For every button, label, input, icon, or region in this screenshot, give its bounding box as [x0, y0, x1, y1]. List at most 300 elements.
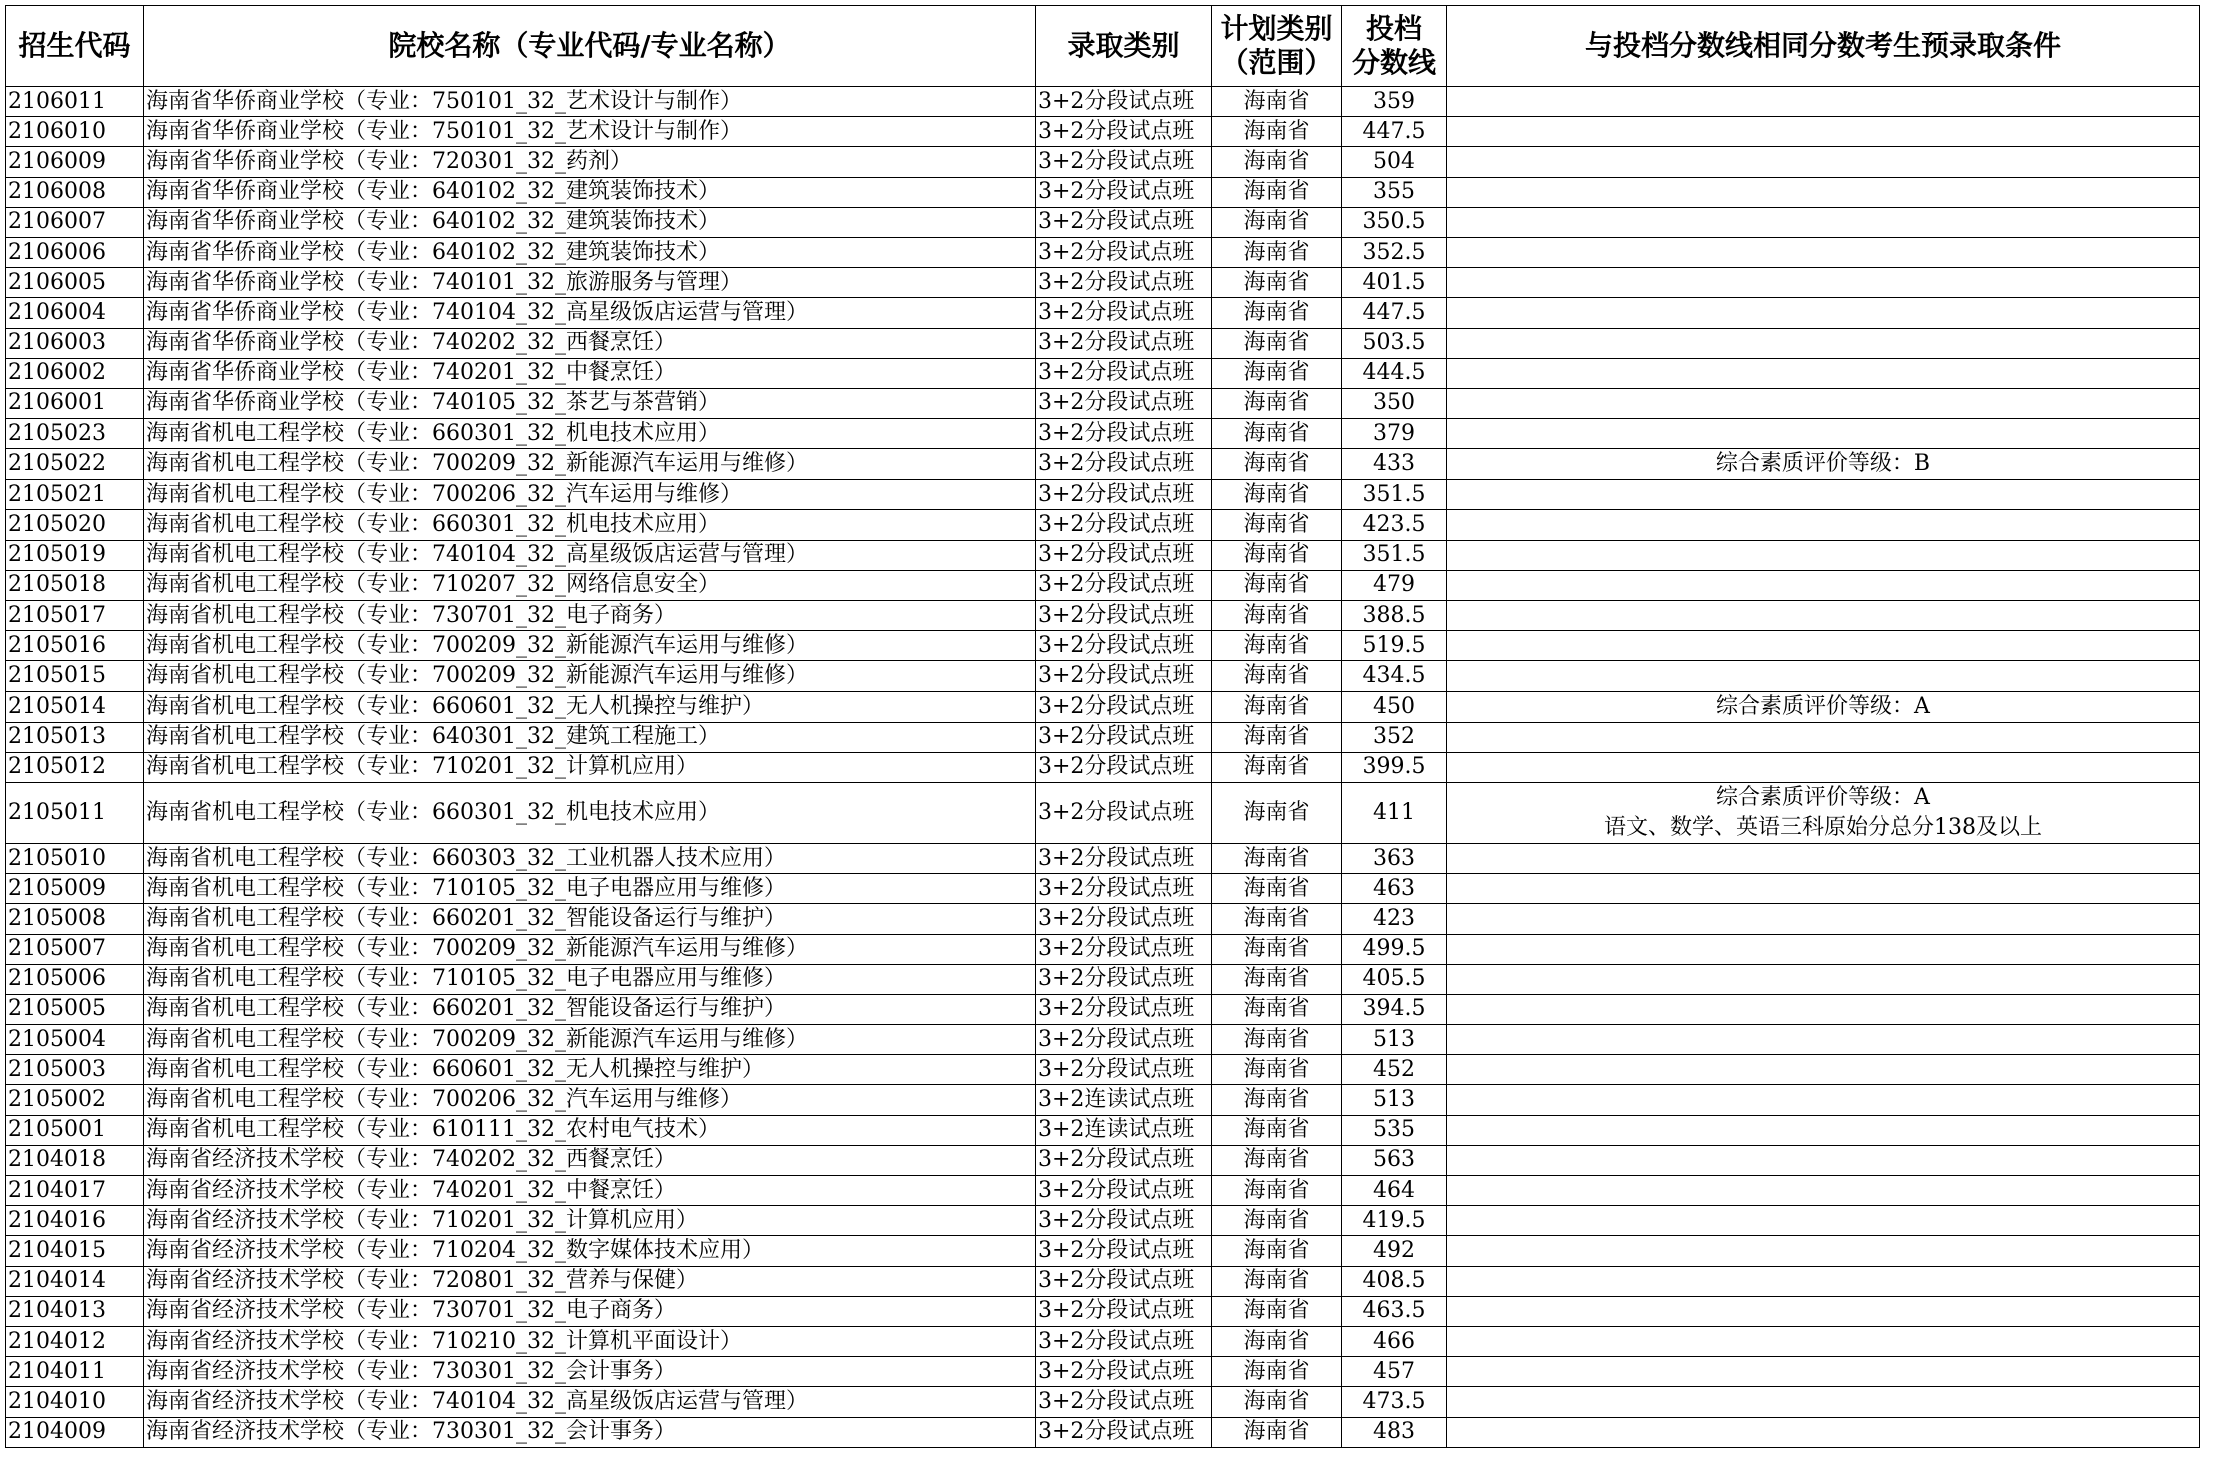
- header-score-line2: 分数线: [1351, 46, 1436, 79]
- table-row: [6, 1266, 2200, 1296]
- cell-code: 2104017: [6, 1176, 144, 1206]
- cell-code: 2105014: [6, 691, 144, 722]
- cell-plan: 海南省: [1212, 328, 1342, 358]
- cell-score: 563: [1342, 1145, 1447, 1175]
- cell-code: 2105022: [6, 449, 144, 480]
- cell-code: 2105018: [6, 570, 144, 600]
- cell-school: 海南省机电工程学校（专业：710105_32_电子电器应用与维修）: [144, 874, 1036, 904]
- cell-school: 海南省机电工程学校（专业：730701_32_电子商务）: [144, 601, 1036, 631]
- header-plan-line2: （范围）: [1220, 46, 1333, 79]
- cell-category: 3+2分段试点班: [1036, 904, 1212, 934]
- admission-score-table: [5, 5, 2200, 1448]
- table-row: [6, 449, 2200, 480]
- cell-condition: [1447, 1145, 2200, 1175]
- condition-line: 综合素质评价等级：A: [1716, 693, 1930, 719]
- cell-school: 海南省经济技术学校（专业：730301_32_会计事务）: [144, 1417, 1036, 1447]
- cell-score: 350: [1342, 388, 1447, 418]
- cell-score: 457: [1342, 1357, 1447, 1387]
- cell-score: 463.5: [1342, 1296, 1447, 1326]
- cell-condition: [1447, 1417, 2200, 1447]
- cell-condition: [1447, 782, 2200, 843]
- cell-category: 3+2分段试点班: [1036, 570, 1212, 600]
- table-row: [6, 752, 2200, 782]
- cell-score: 492: [1342, 1236, 1447, 1266]
- cell-condition: [1447, 328, 2200, 358]
- cell-category: 3+2分段试点班: [1036, 752, 1212, 782]
- cell-condition: [1447, 1266, 2200, 1296]
- cell-school: 海南省经济技术学校（专业：710204_32_数字媒体技术应用）: [144, 1236, 1036, 1266]
- cell-score: 388.5: [1342, 601, 1447, 631]
- cell-school: 海南省机电工程学校（专业：640301_32_建筑工程施工）: [144, 722, 1036, 752]
- table-row: [6, 480, 2200, 510]
- cell-condition: [1447, 388, 2200, 418]
- cell-school: 海南省机电工程学校（专业：660201_32_智能设备运行与维护）: [144, 904, 1036, 934]
- cell-category: 3+2分段试点班: [1036, 358, 1212, 388]
- cell-plan: 海南省: [1212, 1387, 1342, 1417]
- cell-score: 463: [1342, 874, 1447, 904]
- cell-condition: [1447, 298, 2200, 328]
- cell-condition: [1447, 570, 2200, 600]
- cell-category: 3+2分段试点班: [1036, 388, 1212, 418]
- header-code: 招生代码: [6, 6, 144, 87]
- cell-code: 2105015: [6, 661, 144, 691]
- cell-category: 3+2分段试点班: [1036, 328, 1212, 358]
- cell-condition: [1447, 177, 2200, 207]
- cell-condition: [1447, 964, 2200, 994]
- cell-score: 379: [1342, 419, 1447, 449]
- cell-school: 海南省经济技术学校（专业：730301_32_会计事务）: [144, 1357, 1036, 1387]
- cell-school: 海南省机电工程学校（专业：660303_32_工业机器人技术应用）: [144, 843, 1036, 873]
- table-row: [6, 843, 2200, 873]
- cell-school: 海南省机电工程学校（专业：700209_32_新能源汽车运用与维修）: [144, 631, 1036, 661]
- table-row: [6, 874, 2200, 904]
- cell-plan: 海南省: [1212, 510, 1342, 540]
- cell-category: 3+2分段试点班: [1036, 964, 1212, 994]
- cell-score: 405.5: [1342, 964, 1447, 994]
- cell-school: 海南省经济技术学校（专业：740202_32_西餐烹饪）: [144, 1145, 1036, 1175]
- cell-school: 海南省华侨商业学校（专业：720301_32_药剂）: [144, 147, 1036, 177]
- cell-condition: [1447, 207, 2200, 237]
- cell-score: 450: [1342, 691, 1447, 722]
- cell-score: 499.5: [1342, 934, 1447, 964]
- header-category: 录取类别: [1036, 6, 1212, 87]
- condition-line: 语文、数学、英语三科原始分总分138及以上: [1604, 814, 2042, 840]
- cell-condition: [1447, 1206, 2200, 1236]
- cell-category: 3+2分段试点班: [1036, 237, 1212, 267]
- table-row: [6, 691, 2200, 722]
- cell-school: 海南省华侨商业学校（专业：740101_32_旅游服务与管理）: [144, 268, 1036, 298]
- cell-score: 503.5: [1342, 328, 1447, 358]
- cell-category: 3+2连读试点班: [1036, 1115, 1212, 1145]
- cell-condition: [1447, 480, 2200, 510]
- table-row: [6, 328, 2200, 358]
- cell-condition: [1447, 994, 2200, 1024]
- cell-score: 447.5: [1342, 117, 1447, 147]
- table-row: [6, 964, 2200, 994]
- table-row: [6, 87, 2200, 117]
- cell-code: 2104014: [6, 1266, 144, 1296]
- cell-condition: [1447, 601, 2200, 631]
- table-row: [6, 934, 2200, 964]
- cell-plan: 海南省: [1212, 1025, 1342, 1055]
- cell-plan: 海南省: [1212, 177, 1342, 207]
- table-row: [6, 207, 2200, 237]
- cell-code: 2104012: [6, 1326, 144, 1356]
- cell-plan: 海南省: [1212, 934, 1342, 964]
- cell-condition: [1447, 1115, 2200, 1145]
- table-row: [6, 177, 2200, 207]
- cell-score: 434.5: [1342, 661, 1447, 691]
- cell-code: 2105016: [6, 631, 144, 661]
- table-row: [6, 1055, 2200, 1085]
- cell-school: 海南省机电工程学校（专业：660201_32_智能设备运行与维护）: [144, 994, 1036, 1024]
- cell-school: 海南省机电工程学校（专业：740104_32_高星级饭店运营与管理）: [144, 540, 1036, 570]
- cell-code: 2105012: [6, 752, 144, 782]
- cell-school: 海南省机电工程学校（专业：660301_32_机电技术应用）: [144, 782, 1036, 843]
- cell-plan: 海南省: [1212, 1417, 1342, 1447]
- cell-code: 2106011: [6, 87, 144, 117]
- cell-score: 447.5: [1342, 298, 1447, 328]
- cell-code: 2106004: [6, 298, 144, 328]
- cell-score: 483: [1342, 1417, 1447, 1447]
- cell-category: 3+2分段试点班: [1036, 1326, 1212, 1356]
- cell-code: 2104009: [6, 1417, 144, 1447]
- cell-score: 351.5: [1342, 540, 1447, 570]
- cell-condition: [1447, 358, 2200, 388]
- cell-condition: [1447, 843, 2200, 873]
- cell-condition: [1447, 934, 2200, 964]
- table-row: [6, 1387, 2200, 1417]
- cell-school: 海南省机电工程学校（专业：660301_32_机电技术应用）: [144, 419, 1036, 449]
- cell-school: 海南省机电工程学校（专业：660601_32_无人机操控与维护）: [144, 1055, 1036, 1085]
- cell-category: 3+2分段试点班: [1036, 1266, 1212, 1296]
- cell-code: 2106002: [6, 358, 144, 388]
- cell-school: 海南省经济技术学校（专业：740104_32_高星级饭店运营与管理）: [144, 1387, 1036, 1417]
- cell-category: 3+2分段试点班: [1036, 510, 1212, 540]
- cell-code: 2105005: [6, 994, 144, 1024]
- cell-score: 444.5: [1342, 358, 1447, 388]
- cell-code: 2105011: [6, 782, 144, 843]
- header-row: [6, 6, 2200, 87]
- cell-category: 3+2分段试点班: [1036, 298, 1212, 328]
- table-row: [6, 298, 2200, 328]
- cell-category: 3+2分段试点班: [1036, 1357, 1212, 1387]
- cell-condition: [1447, 631, 2200, 661]
- cell-category: 3+2分段试点班: [1036, 874, 1212, 904]
- cell-code: 2105007: [6, 934, 144, 964]
- cell-code: 2104010: [6, 1387, 144, 1417]
- cell-condition: [1447, 449, 2200, 480]
- table-row: [6, 237, 2200, 267]
- table-row: [6, 117, 2200, 147]
- cell-code: 2105023: [6, 419, 144, 449]
- cell-condition: [1447, 87, 2200, 117]
- cell-code: 2106005: [6, 268, 144, 298]
- cell-code: 2106008: [6, 177, 144, 207]
- cell-score: 513: [1342, 1025, 1447, 1055]
- cell-category: 3+2分段试点班: [1036, 782, 1212, 843]
- cell-school: 海南省机电工程学校（专业：700209_32_新能源汽车运用与维修）: [144, 449, 1036, 480]
- cell-category: 3+2分段试点班: [1036, 207, 1212, 237]
- cell-plan: 海南省: [1212, 358, 1342, 388]
- cell-code: 2106001: [6, 388, 144, 418]
- cell-condition: [1447, 1055, 2200, 1085]
- table-row: [6, 1296, 2200, 1326]
- cell-plan: 海南省: [1212, 237, 1342, 267]
- cell-condition: [1447, 1176, 2200, 1206]
- cell-condition: [1447, 1085, 2200, 1115]
- cell-plan: 海南省: [1212, 691, 1342, 722]
- cell-score: 411: [1342, 782, 1447, 843]
- table-row: [6, 1025, 2200, 1055]
- table-row: [6, 1085, 2200, 1115]
- cell-score: 535: [1342, 1115, 1447, 1145]
- cell-category: 3+2分段试点班: [1036, 843, 1212, 873]
- cell-condition: [1447, 147, 2200, 177]
- cell-school: 海南省经济技术学校（专业：730701_32_电子商务）: [144, 1296, 1036, 1326]
- cell-code: 2105019: [6, 540, 144, 570]
- cell-plan: 海南省: [1212, 388, 1342, 418]
- cell-category: 3+2分段试点班: [1036, 631, 1212, 661]
- cell-score: 519.5: [1342, 631, 1447, 661]
- cell-code: 2105010: [6, 843, 144, 873]
- table-row: [6, 1357, 2200, 1387]
- cell-school: 海南省机电工程学校（专业：700209_32_新能源汽车运用与维修）: [144, 934, 1036, 964]
- cell-plan: 海南省: [1212, 904, 1342, 934]
- cell-school: 海南省机电工程学校（专业：700209_32_新能源汽车运用与维修）: [144, 1025, 1036, 1055]
- table-body: [6, 87, 2200, 1448]
- cell-plan: 海南省: [1212, 87, 1342, 117]
- table-row: [6, 994, 2200, 1024]
- table-row: [6, 1145, 2200, 1175]
- cell-category: 3+2分段试点班: [1036, 722, 1212, 752]
- cell-code: 2106003: [6, 328, 144, 358]
- cell-school: 海南省机电工程学校（专业：700206_32_汽车运用与维修）: [144, 480, 1036, 510]
- cell-score: 399.5: [1342, 752, 1447, 782]
- cell-category: 3+2分段试点班: [1036, 1387, 1212, 1417]
- cell-school: 海南省机电工程学校（专业：700206_32_汽车运用与维修）: [144, 1085, 1036, 1115]
- table-row: [6, 510, 2200, 540]
- cell-condition: [1447, 1236, 2200, 1266]
- cell-condition: [1447, 540, 2200, 570]
- header-plan-line1: 计划类别: [1220, 12, 1333, 45]
- cell-plan: 海南省: [1212, 540, 1342, 570]
- cell-school: 海南省华侨商业学校（专业：750101_32_艺术设计与制作）: [144, 87, 1036, 117]
- cell-plan: 海南省: [1212, 1085, 1342, 1115]
- table-row: [6, 1206, 2200, 1236]
- cell-condition: [1447, 1357, 2200, 1387]
- cell-school: 海南省华侨商业学校（专业：640102_32_建筑装饰技术）: [144, 207, 1036, 237]
- cell-code: 2106010: [6, 117, 144, 147]
- cell-school: 海南省机电工程学校（专业：660601_32_无人机操控与维护）: [144, 691, 1036, 722]
- cell-score: 433: [1342, 449, 1447, 480]
- cell-school: 海南省华侨商业学校（专业：640102_32_建筑装饰技术）: [144, 177, 1036, 207]
- cell-score: 350.5: [1342, 207, 1447, 237]
- cell-condition: [1447, 510, 2200, 540]
- table-row: [6, 601, 2200, 631]
- cell-category: 3+2分段试点班: [1036, 1417, 1212, 1447]
- cell-code: 2105021: [6, 480, 144, 510]
- cell-category: 3+2分段试点班: [1036, 994, 1212, 1024]
- table-row: [6, 722, 2200, 752]
- cell-plan: 海南省: [1212, 1055, 1342, 1085]
- cell-code: 2104013: [6, 1296, 144, 1326]
- cell-plan: 海南省: [1212, 570, 1342, 600]
- table-row: [6, 1417, 2200, 1447]
- condition-line: 综合素质评价等级：B: [1715, 451, 1931, 477]
- cell-condition: [1447, 237, 2200, 267]
- cell-score: 352: [1342, 722, 1447, 752]
- cell-plan: 海南省: [1212, 661, 1342, 691]
- cell-score: 363: [1342, 843, 1447, 873]
- cell-school: 海南省经济技术学校（专业：720801_32_营养与保健）: [144, 1266, 1036, 1296]
- table-row: [6, 782, 2200, 843]
- table-row: [6, 904, 2200, 934]
- cell-category: 3+2连读试点班: [1036, 1085, 1212, 1115]
- cell-code: 2104016: [6, 1206, 144, 1236]
- cell-school: 海南省机电工程学校（专业：710201_32_计算机应用）: [144, 752, 1036, 782]
- cell-plan: 海南省: [1212, 874, 1342, 904]
- header-plan: [1212, 6, 1342, 87]
- cell-score: 464: [1342, 1176, 1447, 1206]
- cell-code: 2105002: [6, 1085, 144, 1115]
- cell-code: 2105013: [6, 722, 144, 752]
- cell-category: 3+2分段试点班: [1036, 934, 1212, 964]
- cell-category: 3+2分段试点班: [1036, 147, 1212, 177]
- cell-plan: 海南省: [1212, 1357, 1342, 1387]
- cell-category: 3+2分段试点班: [1036, 1206, 1212, 1236]
- cell-category: 3+2分段试点班: [1036, 540, 1212, 570]
- cell-plan: 海南省: [1212, 752, 1342, 782]
- header-condition: 与投档分数线相同分数考生预录取条件: [1447, 6, 2200, 87]
- table-row: [6, 631, 2200, 661]
- cell-school: 海南省经济技术学校（专业：740201_32_中餐烹饪）: [144, 1176, 1036, 1206]
- cell-score: 479: [1342, 570, 1447, 600]
- cell-plan: 海南省: [1212, 480, 1342, 510]
- table-row: [6, 570, 2200, 600]
- cell-category: 3+2分段试点班: [1036, 601, 1212, 631]
- cell-plan: 海南省: [1212, 1145, 1342, 1175]
- table-row: [6, 661, 2200, 691]
- table-row: [6, 1236, 2200, 1266]
- cell-school: 海南省机电工程学校（专业：610111_32_农村电气技术）: [144, 1115, 1036, 1145]
- table-row: [6, 358, 2200, 388]
- cell-code: 2105008: [6, 904, 144, 934]
- cell-score: 419.5: [1342, 1206, 1447, 1236]
- cell-category: 3+2分段试点班: [1036, 117, 1212, 147]
- table-row: [6, 1115, 2200, 1145]
- cell-code: 2105004: [6, 1025, 144, 1055]
- header-score: [1342, 6, 1447, 87]
- cell-category: 3+2分段试点班: [1036, 177, 1212, 207]
- cell-condition: [1447, 419, 2200, 449]
- cell-category: 3+2分段试点班: [1036, 1236, 1212, 1266]
- cell-plan: 海南省: [1212, 1206, 1342, 1236]
- cell-condition: [1447, 1326, 2200, 1356]
- cell-condition: [1447, 1025, 2200, 1055]
- cell-code: 2104018: [6, 1145, 144, 1175]
- cell-category: 3+2分段试点班: [1036, 1055, 1212, 1085]
- cell-condition: [1447, 874, 2200, 904]
- cell-school: 海南省华侨商业学校（专业：740104_32_高星级饭店运营与管理）: [144, 298, 1036, 328]
- cell-plan: 海南省: [1212, 782, 1342, 843]
- cell-plan: 海南省: [1212, 843, 1342, 873]
- cell-category: 3+2分段试点班: [1036, 419, 1212, 449]
- cell-score: 423.5: [1342, 510, 1447, 540]
- cell-category: 3+2分段试点班: [1036, 1025, 1212, 1055]
- cell-code: 2106007: [6, 207, 144, 237]
- cell-score: 513: [1342, 1085, 1447, 1115]
- cell-plan: 海南省: [1212, 1326, 1342, 1356]
- cell-plan: 海南省: [1212, 419, 1342, 449]
- header-school: 院校名称（专业代码/专业名称）: [144, 6, 1036, 87]
- cell-condition: [1447, 117, 2200, 147]
- cell-score: 351.5: [1342, 480, 1447, 510]
- cell-code: 2104011: [6, 1357, 144, 1387]
- cell-category: 3+2分段试点班: [1036, 1176, 1212, 1206]
- cell-category: 3+2分段试点班: [1036, 1145, 1212, 1175]
- cell-school: 海南省机电工程学校（专业：710105_32_电子电器应用与维修）: [144, 964, 1036, 994]
- cell-plan: 海南省: [1212, 994, 1342, 1024]
- cell-condition: [1447, 661, 2200, 691]
- cell-school: 海南省机电工程学校（专业：660301_32_机电技术应用）: [144, 510, 1036, 540]
- table-row: [6, 1176, 2200, 1206]
- cell-plan: 海南省: [1212, 1176, 1342, 1206]
- cell-score: 359: [1342, 87, 1447, 117]
- cell-school: 海南省华侨商业学校（专业：740202_32_西餐烹饪）: [144, 328, 1036, 358]
- cell-code: 2105001: [6, 1115, 144, 1145]
- table-row: [6, 1326, 2200, 1356]
- cell-code: 2105017: [6, 601, 144, 631]
- cell-condition: [1447, 268, 2200, 298]
- cell-plan: 海南省: [1212, 1236, 1342, 1266]
- cell-plan: 海南省: [1212, 1266, 1342, 1296]
- cell-category: 3+2分段试点班: [1036, 449, 1212, 480]
- cell-score: 466: [1342, 1326, 1447, 1356]
- cell-score: 423: [1342, 904, 1447, 934]
- cell-plan: 海南省: [1212, 449, 1342, 480]
- cell-category: 3+2分段试点班: [1036, 87, 1212, 117]
- cell-score: 394.5: [1342, 994, 1447, 1024]
- cell-school: 海南省机电工程学校（专业：700209_32_新能源汽车运用与维修）: [144, 661, 1036, 691]
- cell-category: 3+2分段试点班: [1036, 480, 1212, 510]
- cell-plan: 海南省: [1212, 631, 1342, 661]
- cell-plan: 海南省: [1212, 1296, 1342, 1326]
- cell-code: 2104015: [6, 1236, 144, 1266]
- cell-condition: [1447, 752, 2200, 782]
- cell-plan: 海南省: [1212, 964, 1342, 994]
- cell-score: 352.5: [1342, 237, 1447, 267]
- cell-plan: 海南省: [1212, 1115, 1342, 1145]
- cell-category: 3+2分段试点班: [1036, 691, 1212, 722]
- cell-code: 2105009: [6, 874, 144, 904]
- cell-score: 452: [1342, 1055, 1447, 1085]
- cell-school: 海南省华侨商业学校（专业：740201_32_中餐烹饪）: [144, 358, 1036, 388]
- cell-plan: 海南省: [1212, 147, 1342, 177]
- cell-code: 2105006: [6, 964, 144, 994]
- cell-condition: [1447, 722, 2200, 752]
- cell-school: 海南省华侨商业学校（专业：640102_32_建筑装饰技术）: [144, 237, 1036, 267]
- cell-plan: 海南省: [1212, 722, 1342, 752]
- cell-condition: [1447, 1387, 2200, 1417]
- cell-school: 海南省机电工程学校（专业：710207_32_网络信息安全）: [144, 570, 1036, 600]
- table-row: [6, 268, 2200, 298]
- cell-condition: [1447, 904, 2200, 934]
- cell-score: 504: [1342, 147, 1447, 177]
- cell-category: 3+2分段试点班: [1036, 268, 1212, 298]
- cell-plan: 海南省: [1212, 298, 1342, 328]
- cell-plan: 海南省: [1212, 601, 1342, 631]
